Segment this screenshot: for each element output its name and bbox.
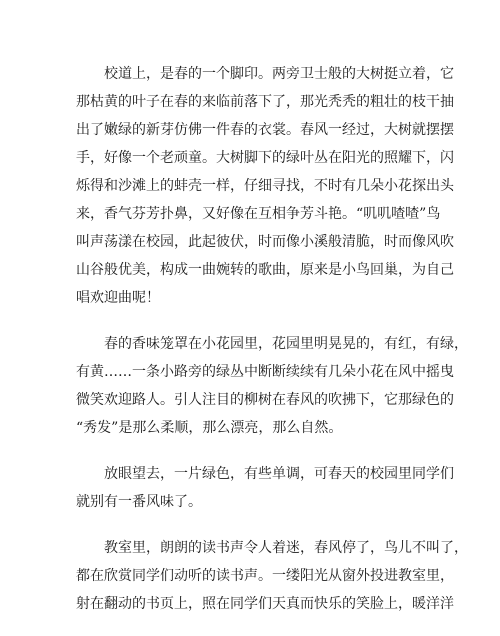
text-line: 来，香气芬芳扑鼻，又好像在互相争芳斗艳。“叽叽喳喳”鸟 — [76, 206, 441, 222]
text-line: 就别有一番风味了。 — [76, 494, 202, 510]
paragraph-3 — [76, 460, 454, 516]
text-line: 那枯黄的叶子在春的来临前落下了，那光秃秃的粗壮的枝干抽 — [76, 94, 454, 110]
text-line: 山谷般优美，构成一曲婉转的歌曲，原来是小鸟回巢，为自己 — [76, 262, 454, 278]
text-line: “秀发”是那么柔顺，那么漂亮，那么自然。 — [76, 420, 343, 436]
paragraph-4 — [76, 534, 468, 618]
text-line: 叫声荡漾在校园，此起彼伏，时而像小溪般清脆，时而像风吹 — [76, 234, 454, 250]
paragraph-1 — [76, 60, 454, 312]
text-line: 唱欢迎曲呢！ — [76, 290, 160, 306]
text-line: 教室里，朗朗的读书声令人着迷，春风停了，鸟儿不叫了， — [104, 540, 468, 556]
text-line: 射在翻动的书页上，照在同学们天真而快乐的笑脸上，暖洋洋 — [76, 596, 454, 612]
text-line: 春的香味笼罩在小花园里，花园里明晃晃的，有红，有绿， — [104, 336, 468, 352]
text-line: 校道上，是春的一个脚印。两旁卫士般的大树挺立着，它 — [104, 66, 454, 82]
essay-body — [76, 60, 468, 636]
text-line: 烁得和沙滩上的蚌壳一样，仔细寻找，不时有几朵小花探出头 — [76, 178, 454, 194]
text-line: 手，好像一个老顽童。大树脚下的绿叶丛在阳光的照耀下，闪 — [76, 150, 454, 166]
text-line: 有黄……一条小路旁的绿丛中断断续续有几朵小花在风中摇曳 — [76, 364, 454, 380]
text-line: 微笑欢迎路人。引人注目的柳树在春风的吹拂下，它那绿色的 — [76, 392, 454, 408]
text-line: 出了嫩绿的新芽仿佛一件春的衣裳。春风一经过，大树就摆摆 — [76, 122, 454, 138]
text-line: 都在欣赏同学们动听的读书声。一缕阳光从窗外投进教室里， — [76, 568, 454, 584]
text-line: 放眼望去，一片绿色，有些单调，可春天的校园里同学们 — [104, 466, 454, 482]
paragraph-2 — [76, 330, 468, 442]
